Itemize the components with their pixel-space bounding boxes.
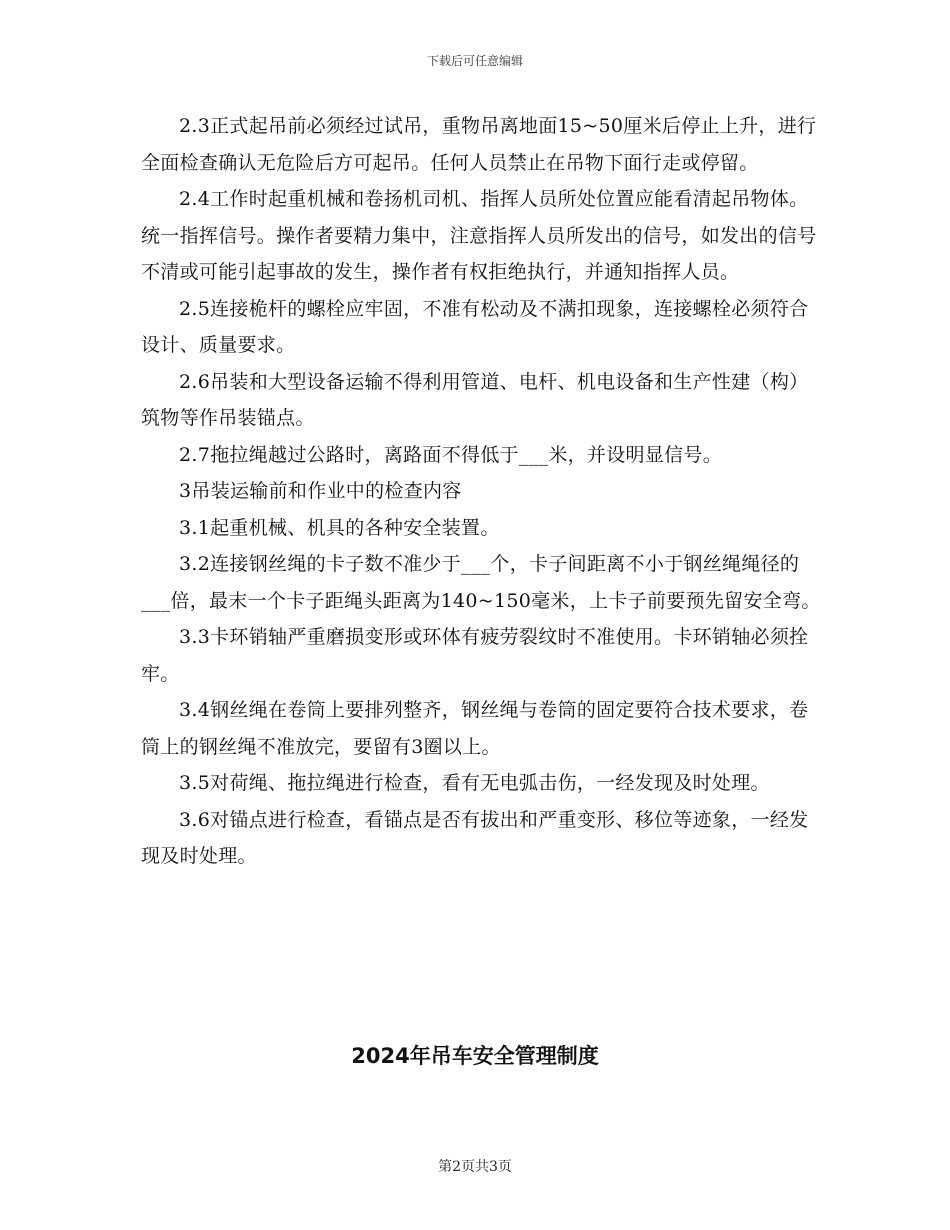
- paragraph: 2.5连接桅杆的螺栓应牢固，不准有松动及不满扣现象，连接螺栓必须符合设计、质量要求。: [141, 297, 809, 356]
- paragraph: 2.7拖拉绳越过公路时，离路面不得低于___米，并设明显信号。: [179, 443, 723, 466]
- section-title: 2024年吊车安全管理制度: [351, 1044, 599, 1068]
- paragraph: 3.2连接钢丝绳的卡子数不准少于___个，卡子间距离不小于钢丝绳绳径的___倍，最末一个卡子距绳头距离为140~150毫米，上卡子前要预先留安全弯。: [141, 553, 821, 612]
- paragraph: 2.6吊装和大型设备运输不得利用管道、电杆、机电设备和生产性建（构）筑物等作吊装锚点。: [141, 370, 809, 429]
- paragraph: 3.6对锚点进行检查，看锚点是否有拔出和严重变形、移位等迹象，一经发现及时处理。: [141, 808, 809, 867]
- document-body: [141, 108, 821, 875]
- paragraph: 3.3卡环销轴严重磨损变形或环体有疲劳裂纹时不准使用。卡环销轴必须拴牢。: [141, 626, 809, 685]
- paragraph: 3.5对荷绳、拖拉绳进行检查，看有无电弧击伤，一经发现及时处理。: [179, 772, 770, 794]
- paragraph: 2.4工作时起重机械和卷扬机司机、指挥人员所处位置应能看清起吊物体。统一指挥信号。操作者要精力集中，注意指挥人员所发出的信号，如发出的信号不清或可能引起事故的发生，操作者有权拒绝执行，并通知指挥人员。: [141, 188, 817, 283]
- paragraph: 3.4钢丝绳在卷筒上要排列整齐，钢丝绳与卷筒的固定要符合技术要求，卷筒上的钢丝绳不准放完，要留有3圈以上。: [141, 699, 809, 758]
- paragraph: 3.1起重机械、机具的各种安全装置。: [179, 516, 500, 539]
- page-footer: 第2页共3页: [438, 1159, 512, 1175]
- paragraph: 2.3正式起吊前必须经过试吊，重物吊离地面15~50厘米后停止上升，进行全面检查确认无危险后方可起吊。任何人员禁止在吊物下面行走或停留。: [141, 115, 817, 174]
- page-header: 下载后可任意编辑: [426, 54, 523, 68]
- section-subheading: 3吊装运输前和作业中的检查内容: [179, 480, 462, 502]
